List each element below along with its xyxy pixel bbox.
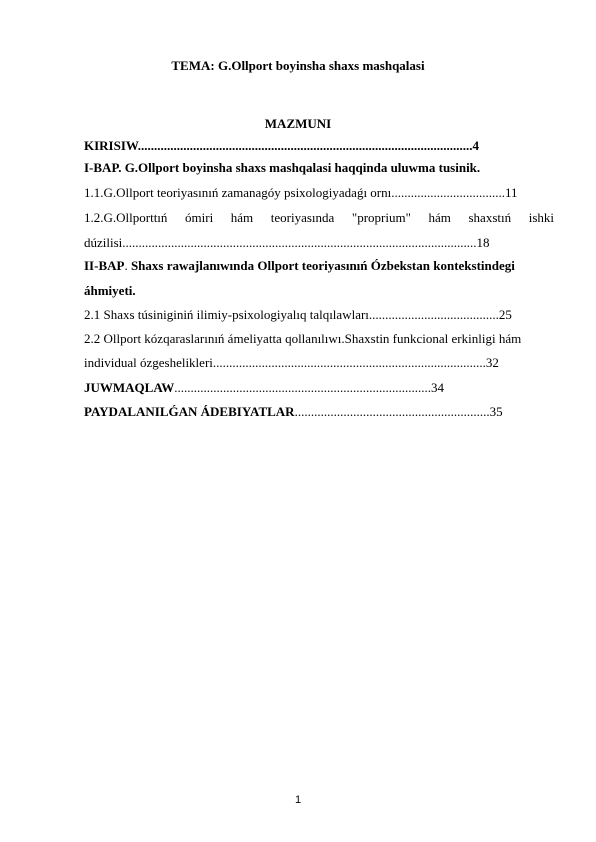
toc-conclusion-leader: ...............................................................................34 bbox=[174, 380, 445, 395]
toc-item-1-2-word: ómiri bbox=[185, 210, 214, 225]
toc-item-2-1: 2.1 Shaxs túsiniginiń ilimiy-psixologiyalıq talqılawları........................................25 bbox=[84, 307, 512, 322]
toc-item-1-2-word: teoriyasında bbox=[270, 210, 335, 225]
toc-chapter2-text: Shaxs rawajlanıwında Ollport teoriyasınıń Ózbekstan kontekstindegi bbox=[127, 258, 515, 273]
toc-item-1-2-word: ishki bbox=[528, 210, 554, 225]
toc-references-leader: ............................................................35 bbox=[294, 404, 503, 419]
toc-item-1-2-word: hám bbox=[230, 210, 254, 225]
toc-item-2-2: 2.2 Ollport kózqaraslarınıń ámeliyatta qollanılıwı.Shaxstin funkcional erkinligi hám bbox=[84, 331, 522, 346]
toc-item-1-2-continued: dúzilisi.............................................................................................................18 bbox=[84, 235, 490, 250]
toc-references-label: PAYDALANILǴAN ÁDEBIYATLAR bbox=[84, 404, 295, 419]
toc-chapter1-title: I-BAP. G.Ollport boyinsha shaxs mashqalasi haqqinda uluwma tusinik. bbox=[84, 160, 481, 175]
toc-intro: KIRISIW.......................................................................................................4 bbox=[84, 138, 479, 153]
toc-conclusion-label: JUWMAQLAW bbox=[84, 380, 175, 395]
toc-item-1-2-word: shaxstıń bbox=[468, 210, 512, 225]
toc-chapter2-prefix: II-BAP bbox=[84, 258, 125, 273]
toc-item-2-2-continued: individual ózgeshelikleri....................................................................................32 bbox=[84, 355, 499, 370]
contents-heading: MAZMUNI bbox=[264, 116, 332, 131]
toc-chapter2-continued: áhmiyeti. bbox=[84, 283, 136, 298]
toc-item-1-2-word: hám bbox=[428, 210, 451, 225]
toc-item-1-2-word: "proprium" bbox=[351, 210, 411, 225]
page-number: 1 bbox=[294, 794, 302, 806]
toc-conclusion bbox=[84, 380, 444, 396]
toc-chapter2-separator: . bbox=[124, 258, 128, 273]
toc-chapter2-title bbox=[84, 258, 515, 274]
toc-item-1-1: 1.1.G.Ollport teoriyasınıń zamanagóy psixologiyadaǵı ornı...................................11 bbox=[84, 185, 518, 200]
toc-item-1-2-word: 1.2.G.Ollporttıń bbox=[84, 210, 168, 225]
toc-references bbox=[84, 404, 503, 420]
document-topic: TEMA: G.Ollport boyinsha shaxs mashqalasi bbox=[171, 58, 425, 73]
toc-item-1-2 bbox=[84, 210, 554, 226]
